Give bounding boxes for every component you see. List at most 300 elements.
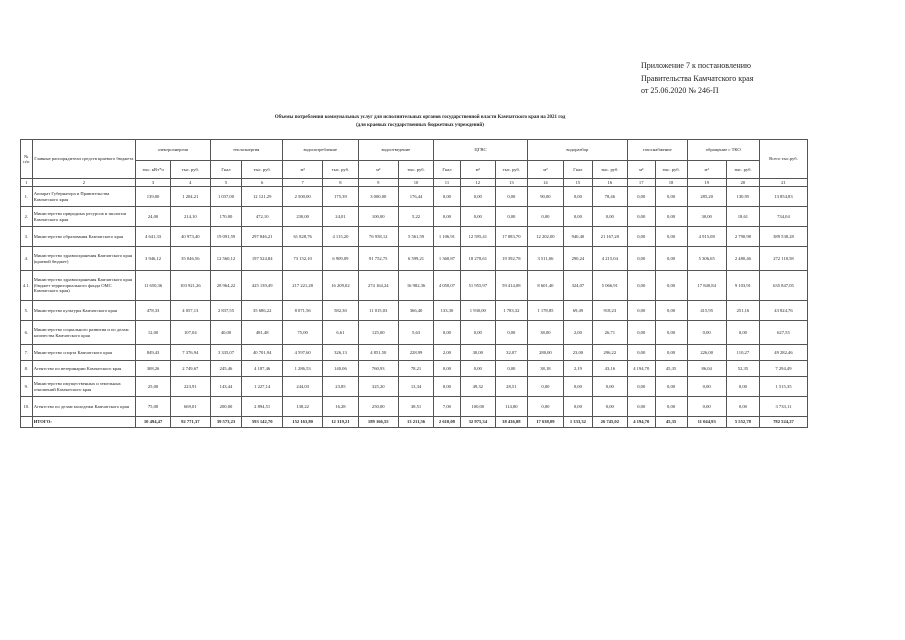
row-number: 3. — [21, 227, 33, 247]
table-cell: 0,00 — [434, 321, 461, 345]
row-name: Министерство культуры Камчатского края — [32, 301, 135, 321]
table-cell: 6 909,09 — [323, 247, 358, 271]
unit-header: м³ — [627, 161, 655, 179]
table-cell: 4 215,04 — [592, 247, 627, 271]
column-number: 1 — [21, 179, 33, 187]
header-row-groups — [21, 140, 808, 161]
column-number: 5 — [210, 179, 242, 187]
column-number: 11 — [434, 179, 461, 187]
table-cell: 325,20 — [358, 377, 398, 397]
table-cell: 7 294,49 — [759, 361, 807, 377]
table-cell: 12 560,12 — [210, 247, 242, 271]
table-cell: 230,00 — [282, 207, 322, 227]
table-cell: 100,00 — [460, 397, 495, 417]
column-number: 10 — [398, 179, 433, 187]
row-name: Министерство спорта Камчатского края — [32, 345, 135, 361]
appendix-line-3: от 25.06.2020 № 246-П — [641, 86, 719, 95]
table-cell: 2,00 — [434, 345, 461, 361]
table-cell: 4 187,46 — [242, 361, 282, 377]
table-cell: 3 946,12 — [135, 247, 170, 271]
col-header-no: № п/п — [21, 140, 33, 179]
table-cell: 0,00 — [655, 397, 687, 417]
unit-header: тыс. руб. — [726, 161, 759, 179]
table-cell: 0,00 — [527, 207, 563, 227]
row-name: Министерство имущественных и земельных отношений Камчатского края — [32, 377, 135, 397]
row-name: Агентство по делам молодежи Камчатского края — [32, 397, 135, 417]
total-cell: 10 494,47 — [135, 417, 170, 428]
table-cell: 582,30 — [323, 301, 358, 321]
table-cell: 114,80 — [495, 397, 527, 417]
table-cell: 669,01 — [171, 397, 210, 417]
table-cell: 280,00 — [527, 345, 563, 361]
unit-header: тыс. руб. — [495, 161, 527, 179]
table-cell: 1 037,00 — [210, 187, 242, 207]
table-cell: 3 335,07 — [210, 345, 242, 361]
table-cell: 0,00 — [564, 377, 593, 397]
total-cell: 11 044,93 — [687, 417, 726, 428]
table-cell: 326,13 — [323, 345, 358, 361]
table-cell: 481,48 — [242, 321, 282, 345]
table-cell: 0,00 — [495, 187, 527, 207]
table-cell: 0,00 — [564, 187, 593, 207]
row-name: Министерство социального развития и по делам казачества Камчатского края — [32, 321, 135, 345]
table-cell: 0,00 — [434, 207, 461, 227]
appendix-line-1: Приложение 7 к постановлению — [641, 61, 752, 70]
group-header: ЦГВС — [434, 140, 528, 161]
table-cell: 0,00 — [726, 321, 759, 345]
total-cell: 12 319,21 — [323, 417, 358, 428]
group-header: теплоэнергия — [210, 140, 282, 161]
table-cell: 90,00 — [527, 187, 563, 207]
table-cell: 170,00 — [210, 207, 242, 227]
table-cell: 0,00 — [627, 345, 655, 361]
column-number: 12 — [460, 179, 495, 187]
total-cell: 189 166,55 — [358, 417, 398, 428]
table-cell: 18,61 — [726, 207, 759, 227]
table-cell: 4 641,33 — [135, 227, 170, 247]
unit-header: тыс. руб. — [592, 161, 627, 179]
group-header: водоразбор — [527, 140, 627, 161]
table-cell: 2 749,67 — [171, 361, 210, 377]
table-cell: 0,00 — [726, 377, 759, 397]
table-row — [21, 207, 808, 227]
table-cell: 19 392,78 — [495, 247, 527, 271]
table-cell: 627,55 — [759, 321, 807, 345]
table-cell: 285,20 — [687, 187, 726, 207]
total-empty-cell — [21, 417, 33, 428]
table-cell: 0,00 — [655, 321, 687, 345]
column-number: 6 — [242, 179, 282, 187]
table-cell: 12 202,00 — [527, 227, 563, 247]
column-number: 16 — [592, 179, 627, 187]
total-cell: 5 552,78 — [726, 417, 759, 428]
col-header-name: Главные распорядители средств краевого бюджета — [32, 140, 135, 179]
table-cell: 297 846,21 — [242, 227, 282, 247]
table-cell: 26,71 — [592, 321, 627, 345]
table-cell: 760,93 — [358, 361, 398, 377]
group-header: водопотребление — [282, 140, 358, 161]
table-cell: 38,51 — [398, 397, 433, 417]
table-cell: 1 106,91 — [434, 227, 461, 247]
table-cell: 0,00 — [655, 345, 687, 361]
table-cell: 16,28 — [323, 397, 358, 417]
table-cell: 103 921,26 — [171, 271, 210, 301]
table-cell: 76 958,12 — [358, 227, 398, 247]
table-cell: 324,07 — [564, 271, 593, 301]
table-cell: 0,00 — [434, 187, 461, 207]
table-cell: 1 515,35 — [759, 377, 807, 397]
table-cell: 23,00 — [564, 345, 593, 361]
column-number: 9 — [358, 179, 398, 187]
table-cell: 3 000,00 — [358, 187, 398, 207]
unit-header: тыс. руб. — [242, 161, 282, 179]
table-cell: 23,85 — [323, 377, 358, 397]
table-cell: 43,16 — [592, 361, 627, 377]
table-cell: 86,04 — [687, 361, 726, 377]
table-cell: 849,43 — [135, 345, 170, 361]
header-row-units — [21, 161, 808, 179]
table-cell: 140,06 — [323, 361, 358, 377]
table-cell: 12 121,29 — [242, 187, 282, 207]
column-number: 15 — [564, 179, 593, 187]
table-cell: 30,00 — [460, 345, 495, 361]
table-cell: 0,00 — [627, 377, 655, 397]
table-cell: 38,00 — [527, 321, 563, 345]
table-cell: 0,00 — [655, 227, 687, 247]
table-row — [21, 321, 808, 345]
table-cell: 0,00 — [687, 321, 726, 345]
table-cell: 0,00 — [627, 271, 655, 301]
table-cell: 0,00 — [687, 377, 726, 397]
table-cell: 12 595,41 — [460, 227, 495, 247]
table-row — [21, 247, 808, 271]
table-cell: 32,07 — [495, 345, 527, 361]
table-cell: 245,46 — [210, 361, 242, 377]
column-number: 14 — [527, 179, 563, 187]
total-cell: 26 745,02 — [592, 417, 627, 428]
table-cell: 73 152,10 — [282, 247, 322, 271]
total-cell: 13 211,56 — [398, 417, 433, 428]
table-cell: 7,00 — [434, 397, 461, 417]
table-cell: 100,00 — [358, 207, 398, 227]
table-body — [21, 187, 808, 428]
table-cell: 16 982,36 — [398, 271, 433, 301]
table-cell: 25,00 — [135, 377, 170, 397]
total-cell: 593 142,70 — [242, 417, 282, 428]
col-header-total: Всего тыс.руб. — [759, 140, 807, 179]
table-cell: 940,40 — [564, 227, 593, 247]
table-cell: 13 854,83 — [759, 187, 807, 207]
table-cell: 49,32 — [460, 377, 495, 397]
table-cell: 51 955,97 — [460, 271, 495, 301]
table-cell: 143,44 — [210, 377, 242, 397]
table-cell: 18 278,61 — [460, 247, 495, 271]
table-row — [21, 345, 808, 361]
column-number: 7 — [282, 179, 322, 187]
unit-header: тыс. руб. — [171, 161, 210, 179]
title-line-2: (для краевых государственных бюджетных учреждений) — [356, 123, 484, 128]
table-cell: 75,00 — [135, 397, 170, 417]
table-cell: 0,00 — [460, 207, 495, 227]
table-cell: 478,33 — [135, 301, 170, 321]
table-row — [21, 301, 808, 321]
table-cell: 5 066,91 — [592, 271, 627, 301]
table-cell: 24,00 — [135, 207, 170, 227]
table-cell: 2 790,98 — [726, 227, 759, 247]
column-number: 18 — [655, 179, 687, 187]
table-cell: 0,00 — [460, 361, 495, 377]
total-label: ИТОГО: — [32, 417, 135, 428]
table-cell: 43 824,76 — [759, 301, 807, 321]
unit-header: тыс. руб. — [398, 161, 433, 179]
table-cell: 2,19 — [564, 361, 593, 377]
total-row — [21, 417, 808, 428]
table-cell: 296,22 — [592, 345, 627, 361]
table-cell: 635 847,05 — [759, 271, 807, 301]
table-cell: 3 733,11 — [759, 397, 807, 417]
table-cell: 40 701,94 — [242, 345, 282, 361]
table-cell: 0,00 — [495, 207, 527, 227]
table-cell: 0,00 — [655, 247, 687, 271]
total-cell: 38 436,08 — [495, 417, 527, 428]
table-cell: 0,00 — [564, 207, 593, 227]
column-number: 4 — [171, 179, 210, 187]
column-number: 3 — [135, 179, 170, 187]
table-cell: 0,00 — [592, 377, 627, 397]
row-name: Агентство по ветеринарии Камчатского края — [32, 361, 135, 377]
column-number: 2 — [32, 179, 135, 187]
total-cell: 2 610,08 — [434, 417, 461, 428]
column-number: 8 — [323, 179, 358, 187]
row-number: 4.1. — [21, 271, 33, 301]
row-number: 6. — [21, 321, 33, 345]
table-cell: 110,27 — [726, 345, 759, 361]
table-cell: 1 360,87 — [434, 247, 461, 271]
table-cell: 8 601,40 — [527, 271, 563, 301]
table-cell: 0,00 — [495, 321, 527, 345]
total-cell: 17 638,09 — [527, 417, 563, 428]
table-cell: 75,00 — [282, 321, 322, 345]
column-number: 13 — [495, 179, 527, 187]
table-cell: 30,00 — [687, 207, 726, 227]
table-cell: 40 973,40 — [171, 227, 210, 247]
unit-header: м³ — [527, 161, 563, 179]
table-cell: 2 837,55 — [210, 301, 242, 321]
table-cell: 1 783,32 — [495, 301, 527, 321]
table-cell: 2,00 — [564, 321, 593, 345]
table-cell: 250,00 — [358, 397, 398, 417]
table-cell: 0,00 — [627, 301, 655, 321]
total-cell: 32 975,34 — [460, 417, 495, 428]
table-cell: 4 115,20 — [323, 227, 358, 247]
table-cell: 91 752,75 — [358, 247, 398, 271]
table-cell: 11 015,03 — [358, 301, 398, 321]
table-cell: 290,24 — [564, 247, 593, 271]
table-cell: 1 204,21 — [171, 187, 210, 207]
table-cell: 244,03 — [282, 377, 322, 397]
table-cell: 59 414,08 — [495, 271, 527, 301]
table-cell: 4 851,50 — [358, 345, 398, 361]
table-cell: 0,00 — [592, 397, 627, 417]
total-cell: 92 771,37 — [171, 417, 210, 428]
table-cell: 9 103,91 — [726, 271, 759, 301]
table-cell: 176,44 — [398, 187, 433, 207]
table-row — [21, 187, 808, 207]
table-cell: 45,35 — [655, 361, 687, 377]
table-cell: 38,18 — [527, 361, 563, 377]
table-cell: 6,61 — [323, 321, 358, 345]
unit-header: м³ — [460, 161, 495, 179]
table-cell: 69,49 — [564, 301, 593, 321]
table-cell: 1 178,85 — [527, 301, 563, 321]
header-row-numbers — [21, 179, 808, 187]
table-cell: 5 306,65 — [687, 247, 726, 271]
table-cell: 228,99 — [398, 345, 433, 361]
unit-header: тыс. руб. — [655, 161, 687, 179]
unit-header: Гкал — [210, 161, 242, 179]
unit-header: Гкал — [434, 161, 461, 179]
table-cell: 133,30 — [434, 301, 461, 321]
unit-header: м³ — [687, 161, 726, 179]
total-cell: 152 163,80 — [282, 417, 322, 428]
total-cell: 4 194,70 — [627, 417, 655, 428]
table-cell: 52,35 — [726, 361, 759, 377]
table-cell: 11 650,36 — [135, 271, 170, 301]
unit-header: Гкал — [564, 161, 593, 179]
row-number: 5. — [21, 301, 33, 321]
table-row — [21, 227, 808, 247]
group-header: обращение с ТКО — [687, 140, 759, 161]
table-row — [21, 377, 808, 397]
total-cell: 1 333,32 — [564, 417, 593, 428]
table-cell: 6 599,21 — [398, 247, 433, 271]
table-cell: 251,16 — [726, 301, 759, 321]
table-cell: 0,00 — [655, 301, 687, 321]
group-header: водоотведение — [358, 140, 434, 161]
table-cell: 1 930,00 — [460, 301, 495, 321]
table-cell: 0,00 — [726, 397, 759, 417]
table-cell: 0,00 — [627, 397, 655, 417]
group-header: газоснабжение — [627, 140, 687, 161]
table-cell: 0,00 — [655, 377, 687, 397]
table-cell: 4 915,08 — [687, 227, 726, 247]
row-number: 7. — [21, 345, 33, 361]
table-cell: 0,00 — [460, 321, 495, 345]
table-cell: 17 840,84 — [687, 271, 726, 301]
table-cell: 0,00 — [627, 227, 655, 247]
consumption-table — [20, 139, 808, 428]
table-cell: 40,00 — [210, 321, 242, 345]
table-cell: 4 057,13 — [171, 301, 210, 321]
row-number: 9. — [21, 377, 33, 397]
table-cell: 12,00 — [135, 321, 170, 345]
table-cell: 734,04 — [759, 207, 807, 227]
table-cell: 4 194,70 — [627, 361, 655, 377]
table-row — [21, 271, 808, 301]
table-cell: 214,10 — [171, 207, 210, 227]
row-name: Министерство здравоохранения Камчатского края (бюджет территориального фонда ОМС Камчатского края) — [32, 271, 135, 301]
table-cell: 1 227,14 — [242, 377, 282, 397]
table-cell: 28 964,22 — [210, 271, 242, 301]
table-cell: 139,00 — [135, 187, 170, 207]
unit-header: тыс. руб. — [323, 161, 358, 179]
table-cell: 17 083,70 — [495, 227, 527, 247]
table-cell: 2 500,00 — [282, 187, 322, 207]
unit-header: м³ — [282, 161, 322, 179]
table-cell: 130,95 — [726, 187, 759, 207]
table-cell: 0,00 — [527, 397, 563, 417]
table-cell: 0,00 — [655, 271, 687, 301]
table-cell: 200,00 — [210, 397, 242, 417]
row-number: 10. — [21, 397, 33, 417]
total-cell: 45,35 — [655, 417, 687, 428]
table-cell: 0,00 — [655, 207, 687, 227]
table-cell: 138,22 — [282, 397, 322, 417]
column-number: 19 — [687, 179, 726, 187]
table-row — [21, 397, 808, 417]
table-cell: 16 209,02 — [323, 271, 358, 301]
table-cell: 366,40 — [398, 301, 433, 321]
table-cell: 7 376,94 — [171, 345, 210, 361]
row-number: 1. — [21, 187, 33, 207]
table-cell: 2 894,51 — [242, 397, 282, 417]
group-header: электроэнергия — [135, 140, 210, 161]
table-cell: 226,00 — [687, 345, 726, 361]
table-cell: 3 511,06 — [527, 247, 563, 271]
table-cell: 0,00 — [564, 397, 593, 417]
table-cell: 0,00 — [460, 187, 495, 207]
table-cell: 107,04 — [171, 321, 210, 345]
appendix-block — [641, 60, 753, 98]
table-cell: 8 071,56 — [282, 301, 322, 321]
table-cell: 49 282,46 — [759, 345, 807, 361]
table-cell: 5 561,59 — [398, 227, 433, 247]
table-cell: 0,00 — [627, 187, 655, 207]
table-cell: 0,00 — [627, 247, 655, 271]
table-cell: 2 480,46 — [726, 247, 759, 271]
table-cell: 0,00 — [434, 361, 461, 377]
table-cell: 0,00 — [434, 377, 461, 397]
table-cell: 0,00 — [592, 207, 627, 227]
table-cell: 0,00 — [527, 377, 563, 397]
table-cell: 13,34 — [398, 377, 433, 397]
table-cell: 223,91 — [171, 377, 210, 397]
table-cell: 425 139,49 — [242, 271, 282, 301]
row-name: Министерство образования Камчатского края — [32, 227, 135, 247]
document-title — [150, 114, 690, 130]
row-number: 8. — [21, 361, 33, 377]
table-cell: 389 538,28 — [759, 227, 807, 247]
appendix-line-2: Правительства Камчатского края — [641, 73, 754, 83]
table-cell: 19 091,59 — [210, 227, 242, 247]
table-cell: 1 286,53 — [282, 361, 322, 377]
unit-header: м³ — [358, 161, 398, 179]
row-name: Аппарат Губернатора и Правительства Камчатского края — [32, 187, 135, 207]
table-cell: 21 167,20 — [592, 227, 627, 247]
title-line-1: Объемы потребления коммунальных услуг для исполнительных органов государственной власти Камчатского края на 2021 год — [274, 115, 566, 120]
row-number: 2. — [21, 207, 33, 227]
table-cell: 28,51 — [495, 377, 527, 397]
table-cell: 217 221,28 — [282, 271, 322, 301]
table-cell: 0,00 — [627, 321, 655, 345]
table-cell: 61 828,76 — [282, 227, 322, 247]
row-name: Министерство природных ресурсов и экологии Камчатского края — [32, 207, 135, 227]
row-name: Министерство здравоохранения Камчатского края (краевой бюджет) — [32, 247, 135, 271]
table-cell: 415,95 — [687, 301, 726, 321]
table-cell: 24,01 — [323, 207, 358, 227]
row-number: 4. — [21, 247, 33, 271]
column-number: 17 — [627, 179, 655, 187]
